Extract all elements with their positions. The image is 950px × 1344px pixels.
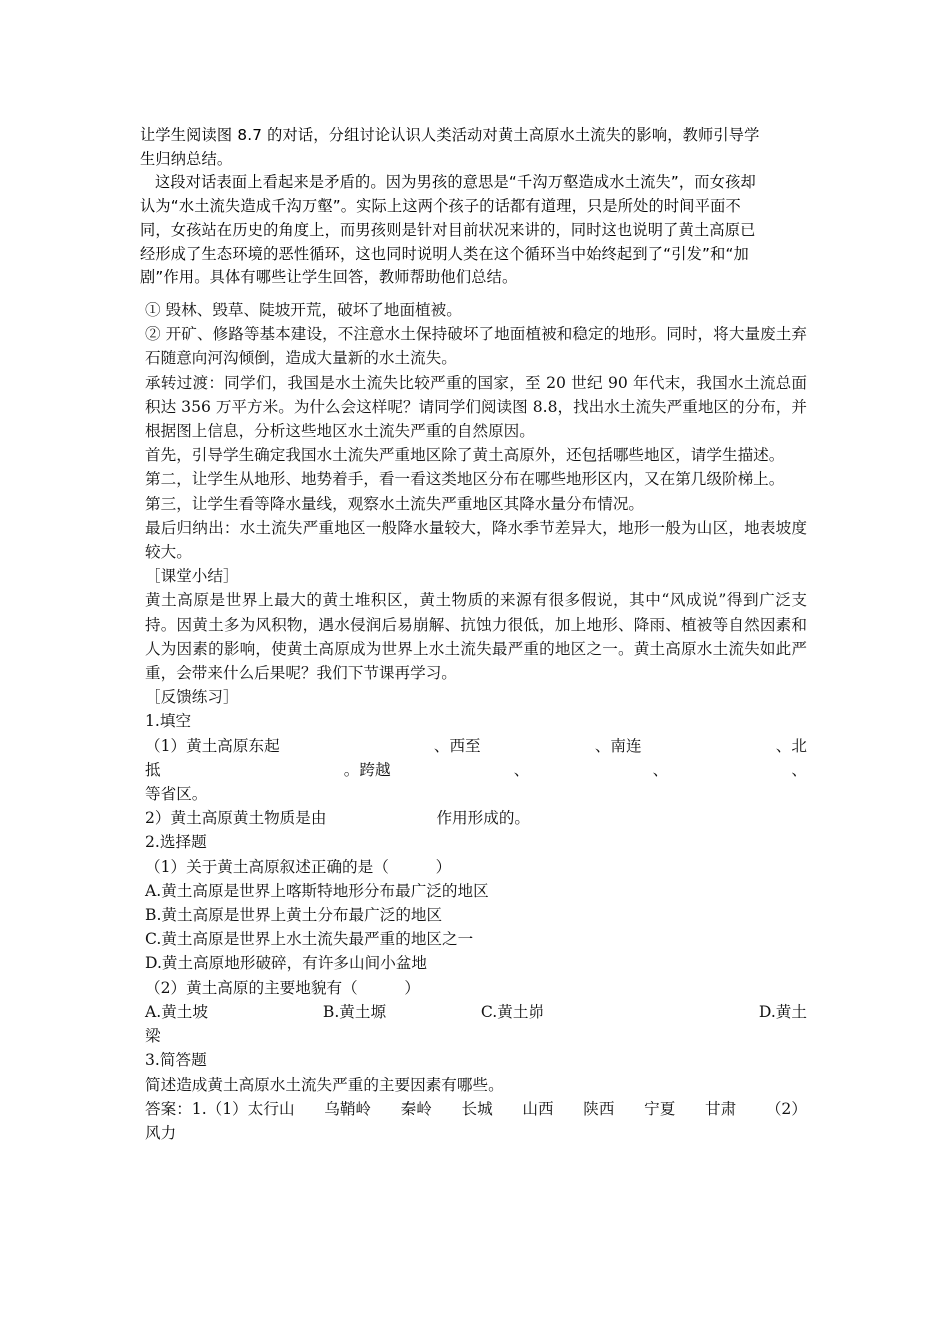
question-heading: 1.填空 xyxy=(145,712,192,731)
question-heading: 3.简答题 xyxy=(145,1051,207,1070)
answer-item: 答案：1.（1）太行山 xyxy=(145,1099,295,1118)
document-body xyxy=(145,298,807,1145)
fill-blank-text: 、西至 xyxy=(433,736,481,755)
paragraph: ② 开矿、修路等基本建设，不注意水土保持破坏了地面植被和稳定的地形。同时，将大量废土弃石随意向河沟倾倒，造成大量新的水土流失。 xyxy=(145,325,807,368)
scan-line: 剧”作用。具体有哪些让学生回答，教师帮助他们总结。 xyxy=(140,268,518,287)
option-row xyxy=(145,1000,807,1024)
answer-item: 风力 xyxy=(145,1123,177,1142)
option: B.黄土高原是世界上黄土分布最广泛的地区 xyxy=(145,906,443,925)
paragraph: 第二，让学生从地形、地势着手，看一看这类地区分布在哪些地形区内，又在第几级阶梯上。 xyxy=(145,470,785,489)
fill-blank-text: 、 xyxy=(652,760,669,779)
fill-blank-text: 。跨越 xyxy=(343,760,391,779)
fill-blank-text: 、 xyxy=(791,760,807,779)
answer-item: 乌鞘岭 xyxy=(324,1099,372,1118)
answer-item: 宁夏 xyxy=(644,1099,676,1118)
option: D.黄土高原地形破碎，有许多山间小盆地 xyxy=(145,954,427,973)
section-heading: ［反馈练习］ xyxy=(145,688,239,707)
option: A.黄土坡 xyxy=(145,1002,208,1021)
answer-item: 陕西 xyxy=(583,1099,615,1118)
answer-item: 山西 xyxy=(522,1099,554,1118)
paragraph: 最后归纳出：水土流失严重地区一般降水量较大，降水季节差异大，地形一般为山区，地表坡度较大。 xyxy=(145,518,807,562)
paragraph: ① 毁林、毁草、陡坡开荒，破坏了地面植被。 xyxy=(145,301,462,319)
option: A.黄土高原是世界上喀斯特地形分布最广泛的地区 xyxy=(145,881,489,900)
fill-blank-text: （1）黄土高原东起 xyxy=(145,736,280,755)
option: C.黄土峁 xyxy=(480,1002,545,1021)
scan-line: 让学生阅读图 8.7 的对话，分组讨论认识人类活动对黄土高原水土流失的影响，教师引导学 xyxy=(140,126,760,144)
answer-row xyxy=(145,1097,807,1121)
answer-item: 秦岭 xyxy=(400,1099,432,1118)
question: （1）关于黄土高原叙述正确的是（ ） xyxy=(145,857,452,876)
option: B.黄土塬 xyxy=(322,1002,387,1021)
scan-line: 经形成了生态环境的恶性循环，这也同时说明人类在这个循环当中始终起到了“引发”和“加 xyxy=(140,244,749,263)
scan-line: 同，女孩站在历史的角度上，而男孩则是针对目前状况来讲的，同时这也说明了黄土高原已 xyxy=(140,220,756,239)
section-heading: ［课堂小结］ xyxy=(145,567,239,586)
answer-item: 长城 xyxy=(461,1099,493,1118)
question: 简述造成黄土高原水土流失严重的主要因素有哪些。 xyxy=(145,1075,504,1094)
fill-blank-text: 作用形成的。 xyxy=(436,809,531,828)
paragraph: 黄土高原是世界上最大的黄土堆积区，黄土物质的来源有很多假说，其中“风成说”得到广泛支持。因黄土多为风积物，遇水侵润后易崩解、抗蚀力很低，加上地形、降雨、植被等自然因素和人为因素的影响，使黄土高原成为世界上水土流失最严重的地区之一。黄土高原水土流失如此严重，会带来什么后果呢？我们下节课再学习。 xyxy=(145,591,807,683)
answer-item: 甘肃 xyxy=(704,1099,737,1118)
fill-blank-text: 、 xyxy=(513,760,530,779)
fill-blank-text: 、南连 xyxy=(594,736,642,755)
fill-blank-text: 2）黄土高原黄土物质是由 xyxy=(145,809,327,828)
scan-line: 这段对话表面上看起来是矛盾的。因为男孩的意思是“千沟万壑造成水土流失”，而女孩却 xyxy=(155,173,756,192)
fill-blank-text: 抵 xyxy=(145,760,161,779)
scanned-text-image xyxy=(140,124,812,294)
fill-blank-row xyxy=(145,758,807,782)
question: （2）黄土高原的主要地貌有（ ） xyxy=(145,978,421,997)
paragraph: 第三，让学生看等降水量线，观察水土流失严重地区其降水量分布情况。 xyxy=(145,494,645,513)
paragraph: 承转过渡：同学们，我国是水土流失比较严重的国家，至 20 世纪 90 年代末，我国水土流总面积达 356 万平方米。为什么会这样呢？请同学们阅读图 8.8，找出水土流失严重地区的分布，并根据图上信息，分析这些地区水土流失严重的自然原因。 xyxy=(145,373,807,441)
answer-item: （2） xyxy=(765,1099,807,1118)
paragraph xyxy=(145,806,807,830)
question-heading: 2.选择题 xyxy=(145,833,207,852)
scan-line: 认为“水土流失造成千沟万壑”。实际上这两个孩子的话都有道理，只是所处的时间平面不 xyxy=(140,197,741,216)
option: D.黄土 xyxy=(758,1002,807,1021)
fill-blank-text: 、北 xyxy=(775,736,807,755)
scan-line: 生归纳总结。 xyxy=(140,149,233,168)
option: 梁 xyxy=(145,1027,161,1046)
paragraph: 等省区。 xyxy=(145,785,208,804)
paragraph: 首先，引导学生确定我国水土流失严重地区除了黄土高原外，还包括哪些地区，请学生描述。 xyxy=(145,446,785,465)
option: C.黄土高原是世界上水土流失最严重的地区之一 xyxy=(145,930,474,949)
fill-blank-row xyxy=(145,734,807,758)
